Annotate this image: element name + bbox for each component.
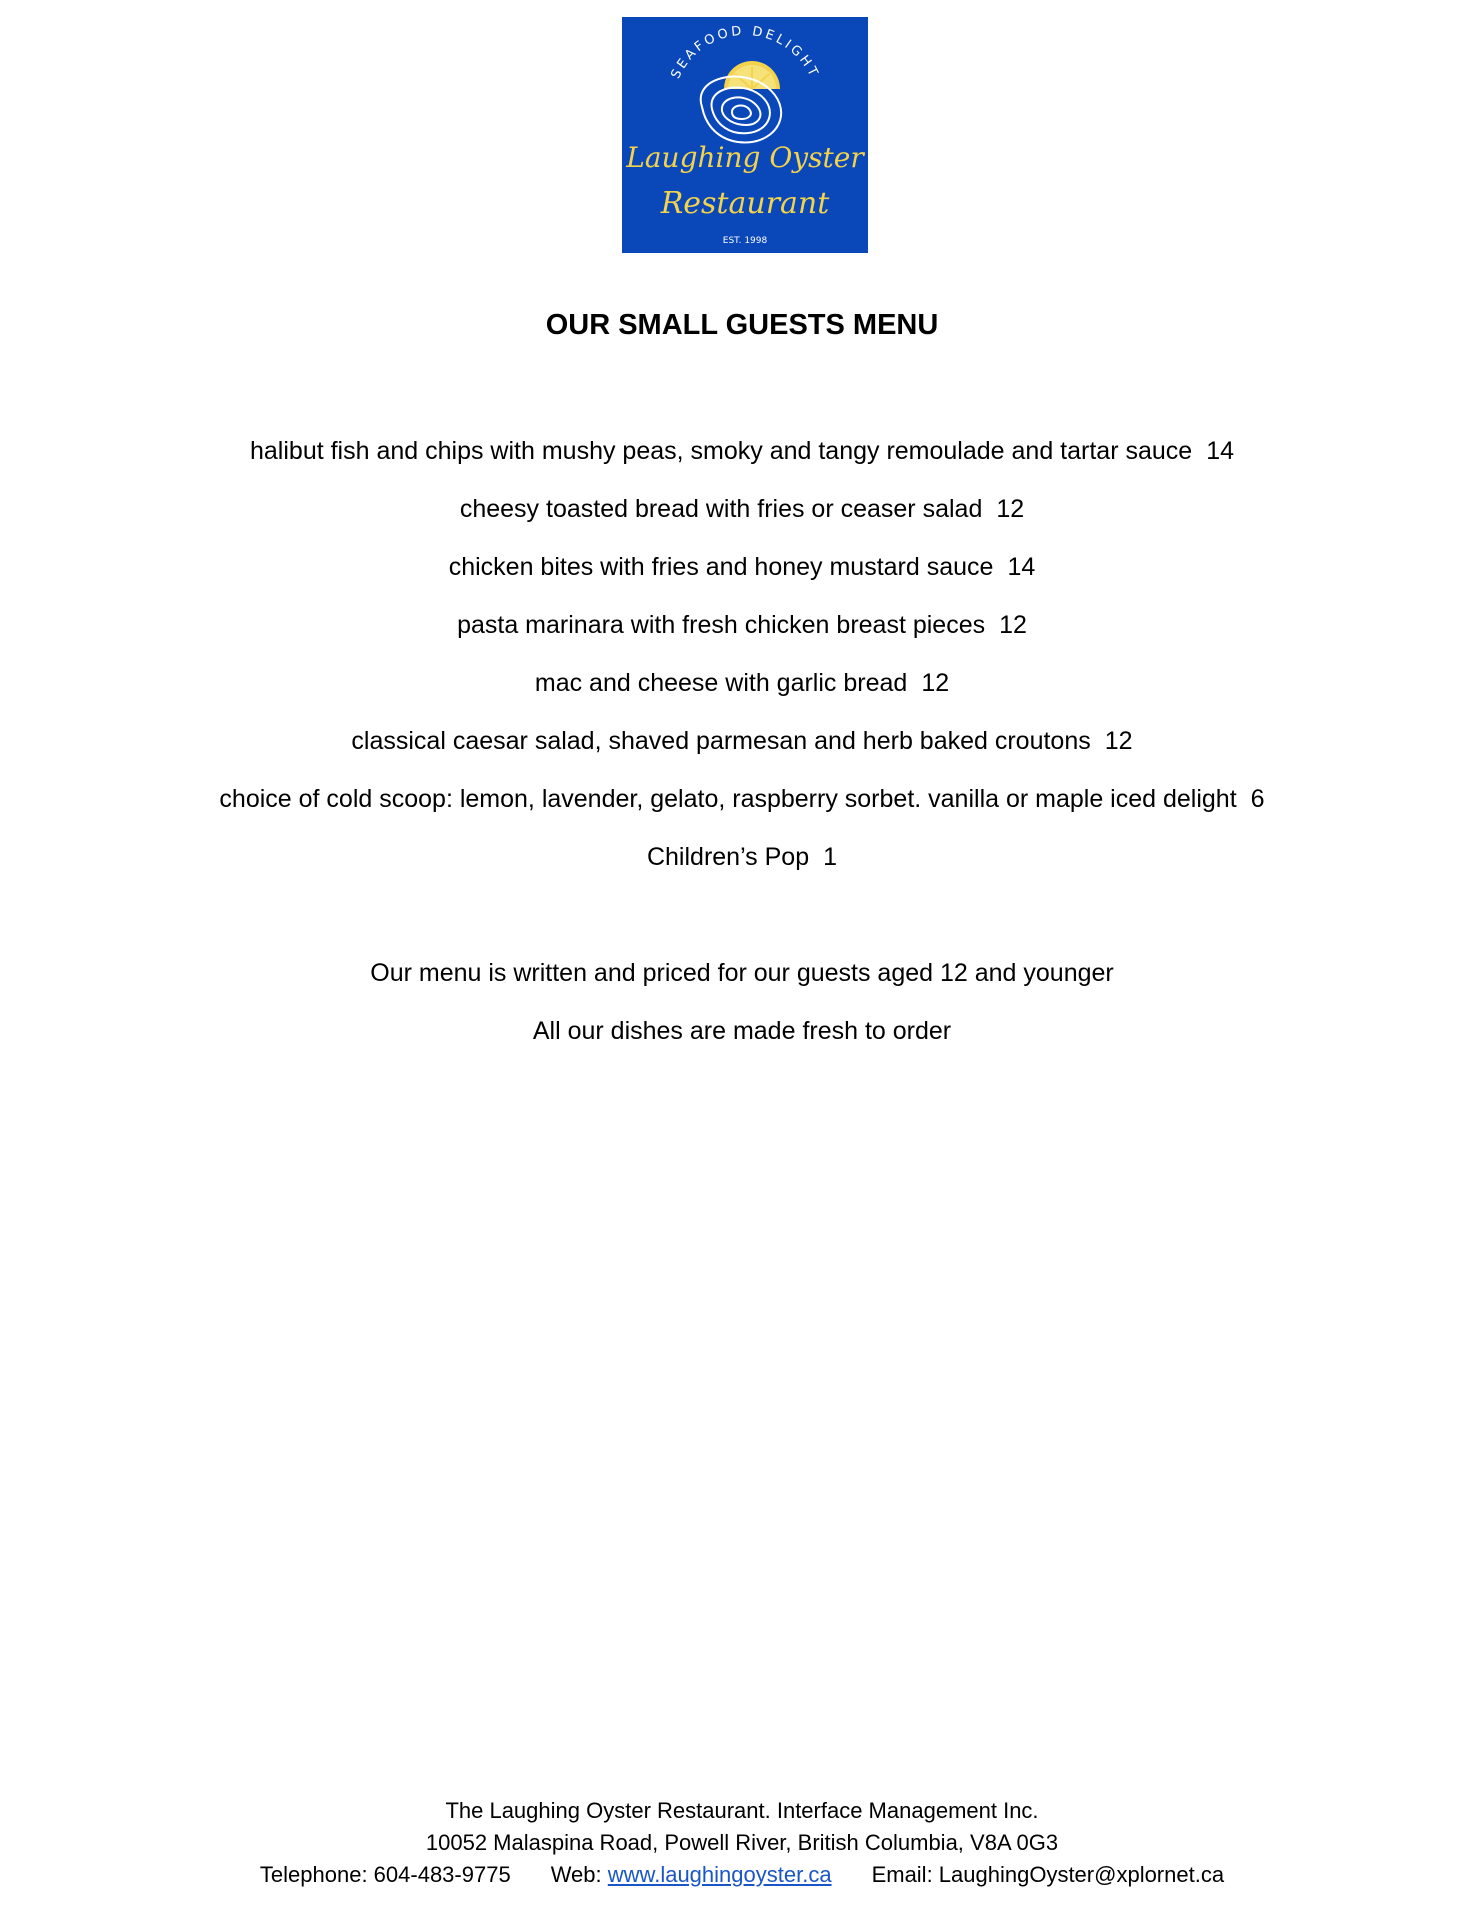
footer-company: The Laughing Oyster Restaurant. Interface Management Inc. bbox=[445, 1798, 1039, 1823]
menu-item-price: 12 bbox=[1104, 727, 1133, 755]
logo-name-line2: Restaurant bbox=[660, 186, 830, 221]
menu-item bbox=[0, 726, 1484, 784]
footer-web-label: Web: bbox=[550, 1862, 602, 1887]
menu-item-name: choice of cold scoop: lemon, lavender, gelato, raspberry sorbet. vanilla or maple iced delight bbox=[219, 785, 1237, 813]
logo-established: EST. 1998 bbox=[722, 236, 768, 246]
menu-item-name: mac and cheese with garlic bread bbox=[534, 669, 908, 697]
footer-contact-line bbox=[0, 1859, 1484, 1891]
website-link[interactable]: www.laughingoyster.ca bbox=[607, 1862, 832, 1887]
menu-item bbox=[0, 668, 1484, 726]
footer bbox=[0, 1795, 1484, 1891]
menu-item-price: 14 bbox=[1206, 437, 1234, 465]
menu-item-name: classical caesar salad, shaved parmesan and herb baked croutons bbox=[351, 727, 1091, 755]
fresh-note: All our dishes are made fresh to order bbox=[532, 1017, 952, 1045]
menu-item bbox=[0, 842, 1484, 900]
menu-item-price: 12 bbox=[921, 669, 950, 697]
menu-item-price: 1 bbox=[823, 843, 838, 871]
menu-notes bbox=[0, 958, 1484, 1074]
menu-list bbox=[0, 436, 1484, 900]
menu-item bbox=[0, 494, 1484, 552]
menu-item bbox=[0, 784, 1484, 842]
age-note: Our menu is written and priced for our guests aged 12 and younger bbox=[370, 959, 1114, 987]
menu-item bbox=[0, 436, 1484, 494]
menu-title: OUR SMALL GUESTS MENU bbox=[545, 309, 939, 341]
menu-item-name: halibut fish and chips with mushy peas, smoky and tangy remoulade and tartar sauce bbox=[250, 437, 1193, 465]
menu-item-price: 12 bbox=[996, 495, 1025, 523]
menu-item bbox=[0, 610, 1484, 668]
menu-item bbox=[0, 552, 1484, 610]
footer-address: 10052 Malaspina Road, Powell River, British Columbia, V8A 0G3 bbox=[425, 1830, 1059, 1855]
footer-telephone: Telephone: 604-483-9775 bbox=[259, 1862, 511, 1887]
menu-item-price: 12 bbox=[999, 611, 1027, 639]
restaurant-logo bbox=[622, 17, 868, 253]
menu-item-name: chicken bites with fries and honey mustard sauce bbox=[448, 553, 994, 581]
menu-item-name: Children’s Pop bbox=[646, 843, 810, 871]
menu-item-name: cheesy toasted bread with fries or ceaser salad bbox=[459, 495, 983, 523]
menu-item-price: 6 bbox=[1250, 785, 1265, 813]
menu-item-price: 14 bbox=[1007, 553, 1036, 581]
menu-item-name: pasta marinara with fresh chicken breast pieces bbox=[457, 611, 986, 639]
logo-name-line1: Laughing Oyster bbox=[626, 141, 864, 174]
footer-email: Email: LaughingOyster@xplornet.ca bbox=[871, 1862, 1225, 1887]
logo-arc-text: SEAFOOD DELIGHT bbox=[668, 23, 822, 82]
